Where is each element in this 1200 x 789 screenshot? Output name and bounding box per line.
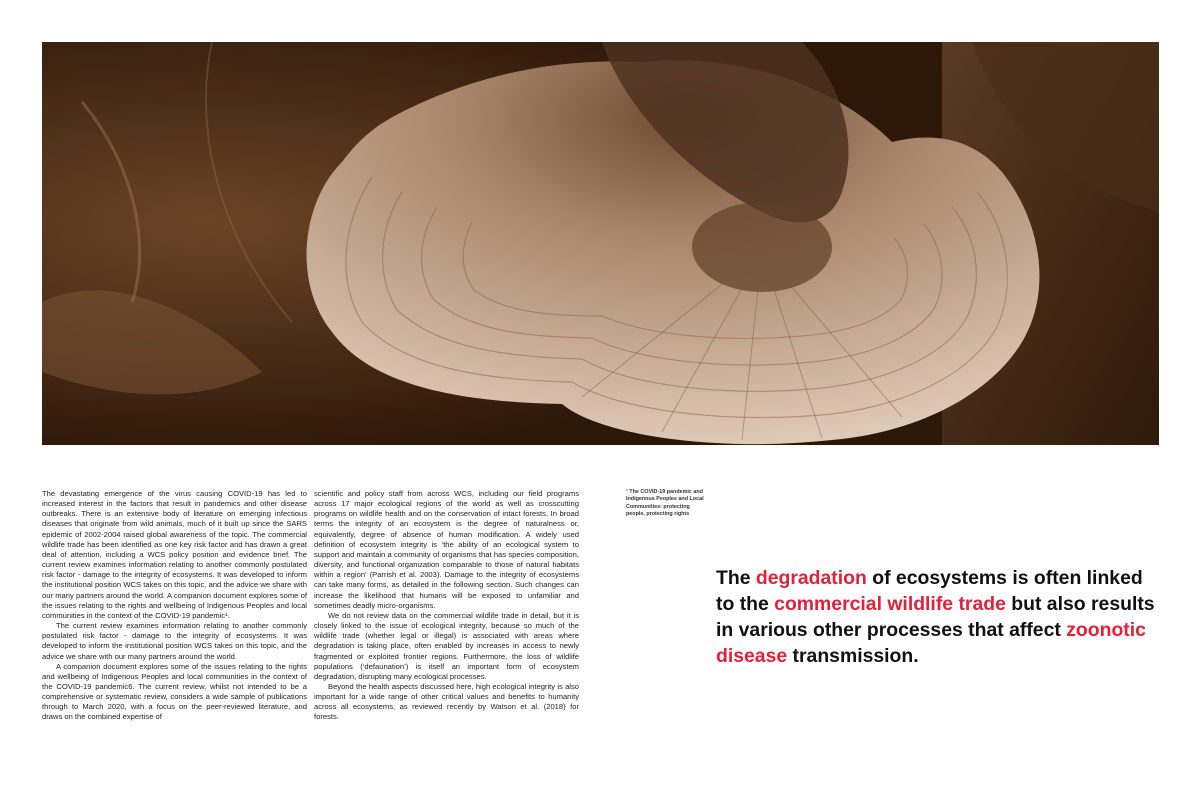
- body-column-left: [42, 489, 307, 723]
- paragraph: The devastating emergence of the virus causing COVID-19 has led to increased interest in the factors that result in pandemics and other disease outbreaks. There is an extensive body of literature on emerging infectious diseases that originate from wild animals, much of it built up since the SARS epidemic of 2002-2004 raised global awareness of the topic. The commercial wildlife trade has been identified as one key risk factor and has drawn a great deal of attention, including a WCS policy position and evidence brief. The current review examines information relating to another commonly postulated risk factor - damage to the integrity of ecosystems. It was developed to inform the institutional position WCS takes on this topic, and the advice we share with our many partners around the world. A companion document explores some of the issues relating to the rights and wellbeing of Indigenous Peoples and local communities in the context of the COVID-19 pandemic¹.: [42, 489, 307, 620]
- quote-text: transmission.: [787, 645, 919, 667]
- quote-text: of ecosystems is often linked to the: [716, 567, 1143, 615]
- paragraph: A companion document explores some of the issues relating to the rights and wellbeing of Indigenous Peoples and local communities in the context of the COVID-19 pandemic6. The current review, whilst not intended to be a comprehensive or systematic review, considers a wide sample of publications through to March 2020, with a focus on the peer-reviewed literature, and draws on the combined expertise of: [42, 661, 307, 722]
- footnote: ¹ The COVID-19 pandemic and Indigenous Peoples and Local Communities: protecting people, protecting rights: [626, 489, 704, 518]
- quote-highlight: degradation: [755, 567, 867, 589]
- body-column-right: [314, 489, 579, 723]
- quote-text: but also results in various other processes that affect: [716, 593, 1155, 641]
- paragraph: scientific and policy staff from across WCS, including our field programs across 17 major ecological regions of the world as well as crosscutting programs on wildlife health and on the conservation of intact forests. In broad terms the integrity of an ecosystem is the degree of naturalness or, equivalently, degree of absence of human modification. A widely used definition of ecosystem integrity is ‘the ability of an ecological system to support and maintain a community of organisms that has species composition, diversity, and functional organization comparable to those of natural habitats within a region’ (Parrish et al. 2003). Damage to the integrity of ecosystems can take many forms, as detailed in the following section. Such changes can increase the likelihood that humans will be exposed to unfamiliar and sometimes deadly micro-organisms.: [314, 489, 579, 610]
- bracket-fungus-image: [42, 42, 1159, 445]
- paragraph: The current review examines information relating to another commonly postulated risk factor - damage to the integrity of ecosystems. It was developed to inform the institutional position WCS takes on this topic, and the advice we share with our many partners around the world.: [42, 621, 307, 661]
- quote-highlight: commercial wildlife trade: [774, 593, 1006, 615]
- paragraph: We do not review data on the commercial wildlife trade in detail, but it is closely linked to the issue of ecological integrity, because so much of the wildlife trade (whether legal or illegal) is associated with areas where degradation is taking place, often enabled by increases in access to newly fragmented or exploited frontier regions. Furthermore, the loss of wildlife populations (‘defaunation’) is itself an important form of ecosystem degradation, disrupting many ecological processes.: [314, 610, 579, 681]
- quote-highlight: zoonotic disease: [716, 619, 1146, 667]
- paragraph: Beyond the health aspects discussed here, high ecological integrity is also important for a wide range of other critical values and benefits to humanity across all ecosystems, as reviewed recently by Watson et al. (2018) for forests.: [314, 681, 579, 722]
- pull-quote: [716, 565, 1166, 669]
- fungus-photo: [42, 42, 1159, 445]
- quote-text: The: [716, 567, 756, 589]
